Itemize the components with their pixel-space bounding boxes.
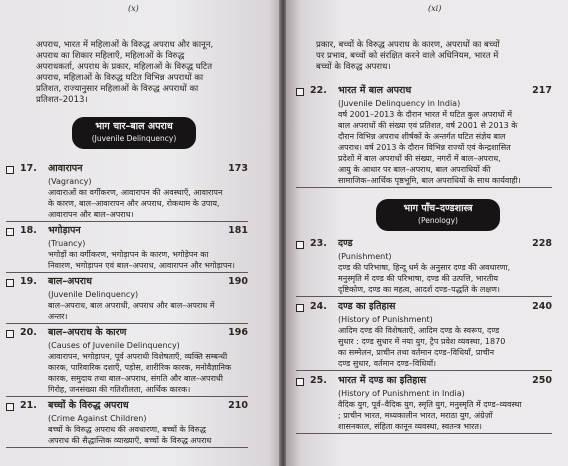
entry-description-line: प्रदेशों में बाल अपराधों की संख्या, नगरों में बाल–अपराध, <box>338 154 501 163</box>
intro-line: पर प्रभाव, बच्चों को संरक्षित करने वाले अधिनियम, भारत में <box>316 51 499 61</box>
entry-english-title: (Crime Against Children) <box>48 414 147 423</box>
entry-description-line: दौरान विभिन्न अपराध शीर्षकों के अन्तर्गत घटित संज्ञेय बाल <box>338 132 506 141</box>
checkbox-icon <box>6 330 14 338</box>
entry-description-line: वैदिक युग, पूर्व–वैदिक युग, स्मृति युग, मनुस्मृति में दण्ड–व्यवस्था <box>338 400 522 409</box>
intro-line: अपराध, भारत में महिलाओं के विरुद्ध अपराध और कानून, <box>36 40 214 50</box>
entry-divider <box>6 272 248 273</box>
entry-page-number: 228 <box>532 238 552 249</box>
entry-number: 21. <box>20 400 37 411</box>
entry-description-line: के कारण, बाल–आवारापन और अपराध, रोकथाम के उपाय, <box>48 199 220 208</box>
entry-divider <box>6 396 248 397</box>
entry-number: 19. <box>20 276 37 287</box>
intro-line: अपराध का शिकार महिलाएँ, महिलाओं के विरुद्ध <box>36 51 185 61</box>
entry-page-number: 196 <box>228 327 248 338</box>
entry-description-line: कारक, समुदाय तथा बाल–अपराध, संगति और बाल–अपराधी <box>48 374 223 383</box>
entry-title: बच्चों के विरुद्ध अपराध <box>48 400 129 411</box>
entry-english-title: (History of Punishment in India) <box>338 389 465 398</box>
entry-description-line: मनुस्मृति में दण्ड की परिभाषा, दण्ड की उत्पत्ति, भारतीय <box>338 274 499 283</box>
part-five-subtitle: (Penology) <box>418 216 458 225</box>
entry-description-line: सामाजिक–आर्थिक पृष्ठभूमि, बाल अपराधियों के साथ कार्यवाही। <box>338 176 521 185</box>
entry-number: 22. <box>310 85 327 96</box>
entry-divider <box>296 296 552 297</box>
checkbox-icon <box>296 88 304 96</box>
entry-english-title: (Vagrancy) <box>48 177 92 186</box>
entry-english-title: (Punishment) <box>338 252 392 261</box>
entry-divider <box>6 447 248 448</box>
part-four-header <box>72 117 196 149</box>
entry-page-number: 190 <box>228 276 248 287</box>
entry-description-line: वर्ष 2001–2013 के दौरान भारत में घटित कुल अपराधों में <box>338 110 512 119</box>
entry-title: बाल–अपराध <box>48 276 92 287</box>
entry-english-title: (Juvenile Delinquency) <box>48 290 139 299</box>
checkbox-icon <box>296 378 304 386</box>
entry-title: आवारापन <box>48 163 83 174</box>
part-four-subtitle: (Juvenile Delinquency) <box>91 134 177 143</box>
entry-page-number: 217 <box>532 85 552 96</box>
checkbox-icon <box>6 403 14 411</box>
left-page <box>0 0 280 466</box>
entry-page-number: 250 <box>532 375 552 386</box>
entry-description-line: अन्तर। <box>48 312 68 321</box>
entry-description-line: दण्ड की परिभाषा, हिन्दू धर्म के अनुसार दण्ड की अवधारणा, <box>338 263 511 272</box>
entry-number: 24. <box>310 301 327 312</box>
checkbox-icon <box>6 166 14 174</box>
entry-description-line: कारक, पारिवारिक दशाएँ, पड़ोस, शारीरिक कारक, मनोवैज्ञानिक <box>48 363 232 372</box>
part-four-title: भाग चार–बाल अपराध <box>95 121 173 132</box>
entry-page-number: 181 <box>228 225 248 236</box>
entry-title: बाल–अपराध के कारण <box>48 327 127 338</box>
right-page-number: (xi) <box>428 4 442 13</box>
entry-description-line: आदिम दण्ड की विशेषताएँ, आदिम दण्ड के स्वरूप, दण्ड <box>338 326 500 335</box>
intro-line: अपराध, महिलाओं के विरुद्ध घटित विभिन्न अपराधों का <box>36 73 204 83</box>
entry-page-number: 240 <box>532 301 552 312</box>
checkbox-icon <box>296 241 304 249</box>
entry-page-number: 173 <box>228 163 248 174</box>
entry-page-number: 210 <box>228 400 248 411</box>
right-page <box>286 0 568 466</box>
entry-description-line: अपराध की सैद्धान्तिक व्याख्याएँ, बच्चों के विरुद्ध अपराध <box>48 436 212 445</box>
entry-description-line: निवारण, भगोड़ापन एवं बाल–अपराध, आवारापन और भगोड़ापन। <box>48 261 235 270</box>
entry-divider <box>6 221 248 222</box>
intro-line: प्रकार, बच्चों के विरुद्ध अपराध के कारण, अपराधों का बच्चों <box>316 40 500 50</box>
entry-divider <box>296 187 552 188</box>
entry-description-line: बाल–अपराध, बाल अपराधी, अपराध और बाल–अपराध में <box>48 301 215 310</box>
entry-number: 25. <box>310 375 327 386</box>
entry-title: भगोड़ापन <box>48 225 81 236</box>
checkbox-icon <box>6 279 14 287</box>
entry-description-line: का सम्मेलन, प्राचीन तथा वर्तमान दण्ड–विधियाँ, प्राचीन <box>338 348 495 357</box>
intro-line: बच्चों के विरुद्ध अपराध। <box>316 62 391 72</box>
intro-line: अपराधकर्ता, अपराध के प्रकार, महिलाओं के विरुद्ध घटित <box>36 62 213 72</box>
entry-description-line: आवारापन और बाल–अपराध। <box>48 210 134 219</box>
entry-number: 18. <box>20 225 37 236</box>
entry-divider <box>296 370 552 371</box>
entry-description-line: भगोड़ों का वर्गीकरण, भगोड़ापन के कारण, भगोड़ेपन का <box>48 250 209 259</box>
entry-title: भारत में दण्ड का इतिहास <box>338 375 427 386</box>
entry-number: 23. <box>310 238 327 249</box>
entry-english-title: (History of Punishment) <box>338 315 433 324</box>
entry-description-line: शासनकाल, संहिता कानून व्यवस्था, स्वतन्त्र भारत। <box>338 422 482 431</box>
entry-description-line: सुधार : दण्ड सुधार में नया युग, ट्रैप प्रवेश व्यवस्था, 1870 <box>338 337 506 346</box>
entry-description-line: गिरोह, जनसंख्या की गतिशीलता, आर्थिक कारक। <box>48 385 191 394</box>
entry-english-title: (Causes of Juvenile Delinquency) <box>48 341 180 350</box>
entry-description-line: आयु के आधार पर बाल–अपराध, बाल अपराधियों की <box>338 165 491 174</box>
left-page-number: (x) <box>128 4 139 13</box>
checkbox-icon <box>6 228 14 236</box>
part-five-title: भाग पाँच–दण्डशास्त्र <box>403 203 473 214</box>
entry-description-line: अपराध। वर्ष 2013 के दौरान विभिन्न राज्यों एवं केन्द्रशासित <box>338 143 511 152</box>
entry-description-line: दृष्टिकोण, दण्ड का महत्व, आदर्श दण्ड–पद्धति के लक्षण। <box>338 285 500 294</box>
intro-line: प्रतिशत, राज्यानुसार महिलाओं के विरुद्ध अपराधों का <box>36 84 199 94</box>
entry-title: दण्ड <box>338 238 353 249</box>
entry-description-line: दण्ड सुधार, वर्तमान दण्ड–विधियाँ। <box>338 359 437 368</box>
part-five-header <box>376 199 500 231</box>
intro-line: प्रतिशत–2013। <box>36 95 88 105</box>
entry-description-line: आवारापन, भगोड़ापन, पूर्व अपराधी विशेषताएँ, व्यक्ति सम्बन्धी <box>48 352 228 361</box>
entry-description-line: बाल अपराधों की संख्या एवं प्रतिशत, वर्ष 2001 से 2013 के <box>338 121 518 130</box>
entry-description-line: बच्चों के विरुद्ध अपराध की अवधारणा, बच्चों के विरुद्ध <box>48 425 206 434</box>
entry-english-title: (Juvenile Delinquency in India) <box>338 99 461 108</box>
entry-divider <box>296 433 552 434</box>
entry-title: दण्ड का इतिहास <box>338 301 396 312</box>
entry-number: 20. <box>20 327 37 338</box>
entry-english-title: (Truancy) <box>48 239 86 248</box>
entry-description-line: आवाराओं का वर्गीकरण, आवारापन की अवस्थाएँ, आवारापन <box>48 188 223 197</box>
entry-description-line: ; प्राचीन भारत, मध्यकालीन भारत, मराठा युग, अंग्रेज़ों <box>338 411 493 420</box>
entry-title: भारत में बाल अपराध <box>338 85 412 96</box>
checkbox-icon <box>296 304 304 312</box>
entry-number: 17. <box>20 163 37 174</box>
entry-divider <box>6 323 248 324</box>
